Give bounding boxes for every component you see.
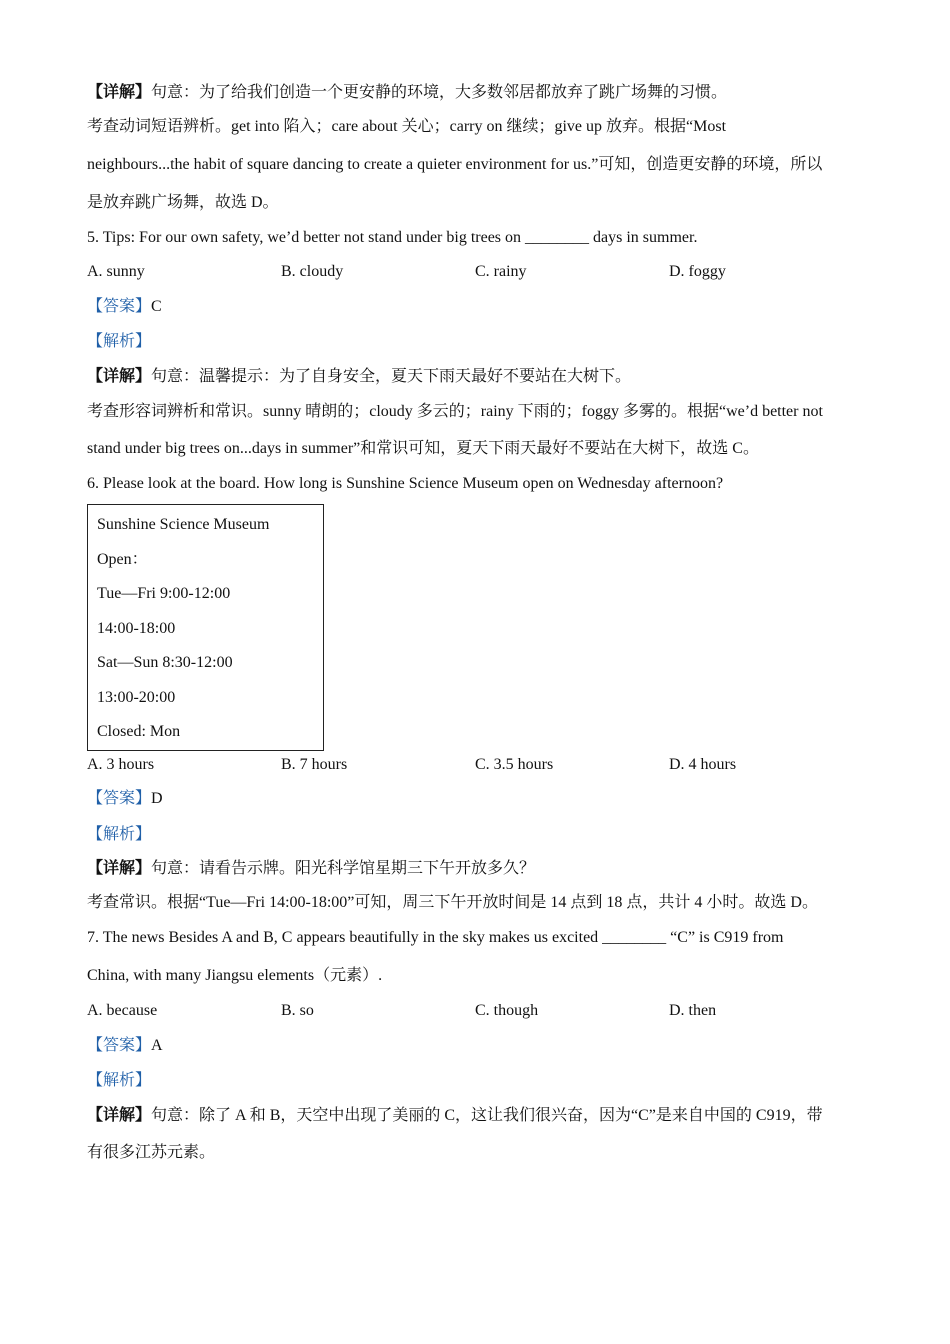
q6-option-c: C. 3.5 hours [475, 756, 554, 773]
q7-option-c: C. though [475, 1002, 539, 1019]
q5-option-c: C. rainy [475, 263, 527, 280]
board-line: 14:00-18:00 [97, 619, 176, 637]
q7-option-b: B. so [281, 1002, 314, 1019]
q5-detail: 【详解】句意：温馨提示：为了自身安全，夏天下雨天最好不要站在大树下。 [87, 368, 632, 385]
q5-option-a: A. sunny [87, 263, 145, 280]
q4-analysis-line-1: 考查动词短语辨析。get into 陷入；care about 关心；carry on 继续；give up 放弃。根据“Most [87, 118, 727, 135]
q7-options [87, 1001, 867, 1021]
q7-detail-line-1: 【详解】句意：除了 A 和 B，天空中出现了美丽的 C，这让我们很兴奋，因为“C”是来自中国的 C919，带 [87, 1107, 823, 1124]
q5-answer: 【答案】C [87, 298, 162, 315]
q7-answer: 【答案】A [87, 1037, 163, 1054]
q5-options [87, 262, 867, 282]
q4-detail: 【详解】句意：为了给我们创造一个更安静的环境，大多数邻居都放弃了跳广场舞的习惯。 [87, 84, 728, 101]
board-line: Closed: Mon [97, 723, 181, 740]
board-line: Sat—Sun 8:30-12:00 [97, 654, 233, 671]
q7-option-a: A. because [87, 1002, 158, 1019]
board-line: Tue—Fri 9:00-12:00 [97, 585, 231, 602]
q7-analysis-label: 【解析】 [87, 1072, 152, 1089]
q7-detail-line-2: 有很多江苏元素。 [87, 1144, 216, 1161]
q6-analysis-label: 【解析】 [87, 826, 152, 843]
document-page [87, 78, 867, 1163]
q5-analysis-label: 【解析】 [87, 333, 152, 350]
board-line: Open： [97, 550, 148, 568]
q6-option-b: B. 7 hours [281, 756, 348, 773]
q7-question-line-1: 7. The news Besides A and B, C appears beautifully in the sky makes us excited ________ “C” is C919 from [87, 929, 784, 946]
q7-question-line-2: China, with many Jiangsu elements（元素）. [87, 967, 383, 984]
q5-option-b: B. cloudy [281, 263, 344, 280]
q6-detail: 【详解】句意：请看告示牌。阳光科学馆星期三下午开放多久？ [87, 860, 536, 877]
q6-question: 6. Please look at the board. How long is Sunshine Science Museum open on Wednesday afternoon? [87, 475, 724, 492]
board-line: 13:00-20:00 [97, 688, 176, 706]
q6-option-a: A. 3 hours [87, 756, 155, 773]
museum-board [87, 504, 324, 751]
q6-answer: 【答案】D [87, 790, 163, 807]
q5-option-d: D. foggy [669, 263, 726, 280]
q4-analysis-line-3: 是放弃跳广场舞，故选 D。 [87, 194, 279, 211]
q6-options [87, 755, 867, 775]
q5-question: 5. Tips: For our own safety, we’d better not stand under big trees on ________ days in summer. [87, 229, 698, 246]
q5-analysis-line-2: stand under big trees on...days in summer”和常识可知，夏天下雨天最好不要站在大树下，故选 C。 [87, 440, 759, 457]
q4-analysis-line-2: neighbours...the habit of square dancing to create a quieter environment for us.”可知，创造更安静的环境，所以 [87, 156, 823, 173]
q6-analysis-line-1: 考查常识。根据“Tue—Fri 14:00-18:00”可知，周三下午开放时间是 14 点到 18 点，共计 4 小时。故选 D。 [87, 894, 818, 911]
board-line: Sunshine Science Museum [97, 516, 270, 533]
q7-option-d: D. then [669, 1002, 717, 1019]
q6-option-d: D. 4 hours [669, 756, 737, 773]
q5-analysis-line-1: 考查形容词辨析和常识。sunny 晴朗的；cloudy 多云的；rainy 下雨的；foggy 多雾的。根据“we’d better not [87, 403, 823, 420]
